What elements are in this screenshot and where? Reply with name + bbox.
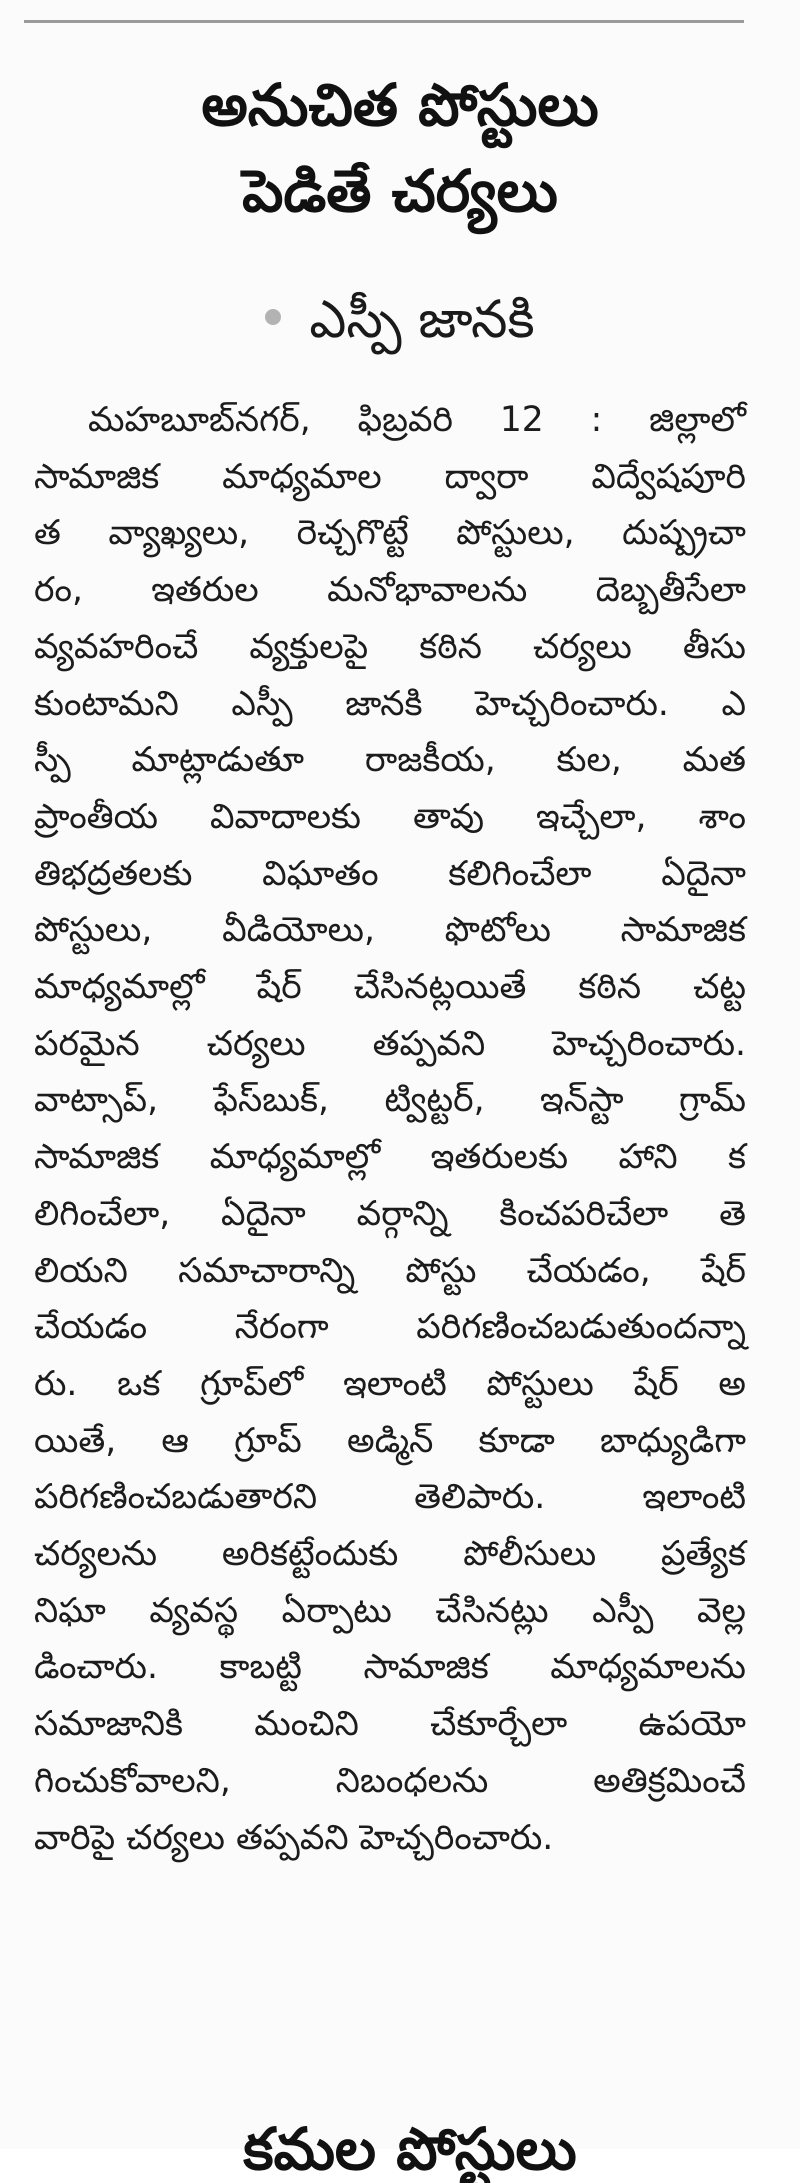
article-headline: [40, 62, 760, 234]
body-line: పరమైన చర్యలు తప్పవని హెచ్చరించారు.: [34, 1023, 746, 1064]
bullet-dot-icon: [265, 309, 281, 325]
body-line: లియని సమాచారాన్ని పోస్టు చేయడం, షేర్: [34, 1250, 746, 1291]
body-line: మహబూబ్‌నగర్, ఫిబ్రవరి 12 : జిల్లాలో: [88, 400, 746, 440]
article-body: [34, 392, 746, 1866]
body-line: తిభద్రతలకు విఘాతం కలిగించేలా ఏదైనా: [34, 853, 746, 894]
body-line: పోస్టులు, వీడియోలు, ఫొటోలు సామాజిక: [34, 910, 746, 951]
body-line: కుంటామని ఎస్పీ జానకి హెచ్చరించారు. ఎ: [34, 683, 746, 724]
byline-text: ఎస్పీ జానకి: [309, 290, 535, 350]
body-line: త వ్యాఖ్యలు, రెచ్చగొట్టే పోస్టులు, దుష్ప్రచా: [34, 513, 746, 554]
body-line: సామాజిక మాధ్యమాల్లో ఇతరులకు హాని క: [34, 1137, 746, 1178]
body-line: రం, ఇతరుల మనోభావాలను దెబ్బతీసేలా: [34, 570, 746, 611]
article-byline: [40, 284, 760, 356]
body-line: ప్రాంతీయ వివాదాలకు తావు ఇచ్చేలా, శాం: [34, 796, 746, 837]
next-article-headline-fragment: [110, 2115, 710, 2183]
body-line: వారిపై చర్యలు తప్పవని హెచ్చరించారు.: [34, 1817, 554, 1858]
body-line: సామాజిక మాధ్యమాల ద్వారా విద్వేషపూరి: [34, 456, 746, 497]
headline-line-1: అనుచిత పోస్టులు: [201, 71, 599, 139]
next-headline-text: కమల పోస్టులు: [243, 2115, 577, 2183]
body-line: యితే, ఆ గ్రూప్ అడ్మిన్ కూడా బాధ్యుడిగా: [34, 1420, 746, 1461]
body-line: వాట్సాప్, ఫేస్‌బుక్, ట్విట్టర్, ఇన్‌స్టా గ్రామ్: [34, 1080, 746, 1121]
body-line: సమాజానికి మంచిని చేకూర్చేలా ఉపయో: [34, 1704, 746, 1745]
body-line: రు. ఒక గ్రూప్‌లో ఇలాంటి పోస్టులు షేర్ అ: [34, 1363, 746, 1404]
body-line: లిగించేలా, ఏదైనా వర్గాన్ని కించపరిచేలా తె: [34, 1193, 746, 1234]
headline-line-2: పెడితే చర్యలు: [242, 157, 558, 225]
body-line: మాధ్యమాల్లో షేర్ చేసినట్లయితే కఠిన చట్ట: [34, 967, 746, 1008]
body-line: చేయడం నేరంగా పరిగణించబడుతుందన్నా: [34, 1307, 746, 1348]
body-line: పరిగణించబడుతారని తెలిపారు. ఇలాంటి: [34, 1477, 746, 1518]
body-line: స్పీ మాట్లాడుతూ రాజకీయ, కుల, మత: [34, 740, 746, 781]
body-line: గించుకోవాలని, నిబంధలను అతిక్రమించే: [34, 1760, 746, 1801]
body-line: వ్యవహరించే వ్యక్తులపై కఠిన చర్యలు తీసు: [34, 626, 746, 667]
top-divider-rule: [24, 20, 744, 23]
body-line: నిఘా వ్యవస్థ ఏర్పాటు చేసినట్లు ఎస్పీ వెల్ల: [34, 1590, 746, 1631]
body-line: డించారు. కాబట్టి సామాజిక మాధ్యమాలను: [34, 1647, 746, 1688]
body-line: చర్యలను అరికట్టేందుకు పోలీసులు ప్రత్యేక: [34, 1534, 746, 1575]
